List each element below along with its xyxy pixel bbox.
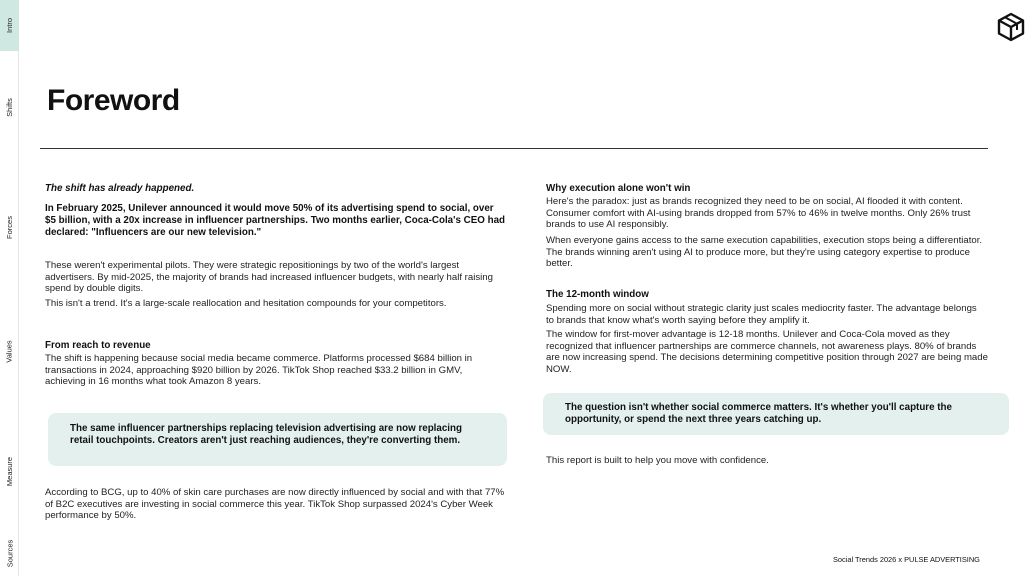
callout-box-right bbox=[543, 393, 1009, 435]
nav-tab-label: Measure bbox=[5, 456, 14, 486]
intro-paragraph: In February 2025, Unilever announced it would move 50% of its advertising spend to social, over $5 billion, with a 20x increase in influencer partnerships. Two months earlier, Coca-Cola's CEO had declared: "Influencers are our new television." bbox=[45, 203, 506, 238]
section-nav bbox=[0, 0, 19, 576]
nav-tab-label: Sources bbox=[5, 539, 15, 567]
nav-tab-label: Values bbox=[5, 339, 15, 363]
body-paragraph: The window for first-mover advantage is 12-18 months. Unilever and Coca-Cola moved as they recognized that influencer partnerships are commerce channels, not awareness plays. 80% of brands are now increasing spend. The decisions determining competitive position through 2027 are being made NOW. bbox=[546, 329, 988, 375]
callout-text: The question isn't whether social commerce matters. It's whether you'll capture the opportunity, or spend the next three years catching up. bbox=[565, 402, 952, 425]
callout-box-left bbox=[48, 413, 507, 466]
section-heading-window: The 12-month window bbox=[546, 289, 649, 300]
page-title: Foreword bbox=[47, 84, 180, 117]
body-paragraph: Here's the paradox: just as brands recognized they need to be on social, AI flooded it with content. Consumer comfort with AI-using brands dropped from 57% to 46% in twelve months. Only 26% trust brands to use AI responsibly. bbox=[546, 196, 971, 231]
section-heading-execution: Why execution alone won't win bbox=[546, 183, 691, 194]
nav-tab-sources[interactable] bbox=[0, 530, 19, 576]
section-heading-reach: From reach to revenue bbox=[45, 340, 151, 351]
body-paragraph: The shift is happening because social media became commerce. Platforms processed $684 billion in transactions in 2024, approaching $920 billion by 2026. TikTok Shop reached $33.2 billion in GMV, achieving in 16 months what took Amazon 8 years. bbox=[45, 353, 473, 388]
callout-text: The same influencer partnerships replacing television advertising are now replacing retail touchpoints. Creators aren't just reaching audiences, they're converting them. bbox=[70, 423, 462, 446]
nav-tab-forces[interactable] bbox=[0, 202, 19, 252]
cube-logo-icon[interactable] bbox=[997, 12, 1025, 42]
body-paragraph: Spending more on social without strategic clarity just scales mediocrity faster. The advantage belongs to brands that know what's worth saying before they amplify it. bbox=[546, 303, 977, 326]
nav-tab-values[interactable] bbox=[0, 326, 19, 376]
body-paragraph: According to BCG, up to 40% of skin care purchases are now directly influenced by social and with that 77% of B2C executives are investing in social commerce this year. TikTok Shop surpassed 2024's Cyber Week performance by 50%. bbox=[45, 487, 505, 522]
title-divider bbox=[40, 148, 988, 149]
nav-tab-intro[interactable] bbox=[0, 0, 19, 51]
nav-tab-shifts[interactable] bbox=[0, 82, 19, 132]
body-paragraph: This isn't a trend. It's a large-scale reallocation and hesitation compounds for your competitors. bbox=[45, 298, 447, 309]
nav-tab-label: Shifts bbox=[4, 97, 14, 117]
body-paragraph: This report is built to help you move with confidence. bbox=[546, 455, 769, 466]
footer-credit: Social Trends 2026 x PULSE ADVERTISING bbox=[833, 555, 980, 564]
body-paragraph: These weren't experimental pilots. They were strategic repositionings by two of the world's largest advertisers. By mid-2025, the majority of brands had increased influencer budgets, with nearly half raising spend by double digits. bbox=[45, 260, 493, 295]
nav-tab-label: Intro bbox=[4, 17, 14, 34]
nav-tab-measure[interactable] bbox=[0, 446, 19, 496]
body-paragraph: When everyone gains access to the same execution capabilities, execution stops being a differentiator. The brands winning aren't using AI to produce more, but they're using category expertise to produce better. bbox=[546, 235, 983, 270]
lead-statement: The shift has already happened. bbox=[45, 183, 195, 194]
nav-tab-label: Forces bbox=[5, 215, 15, 239]
